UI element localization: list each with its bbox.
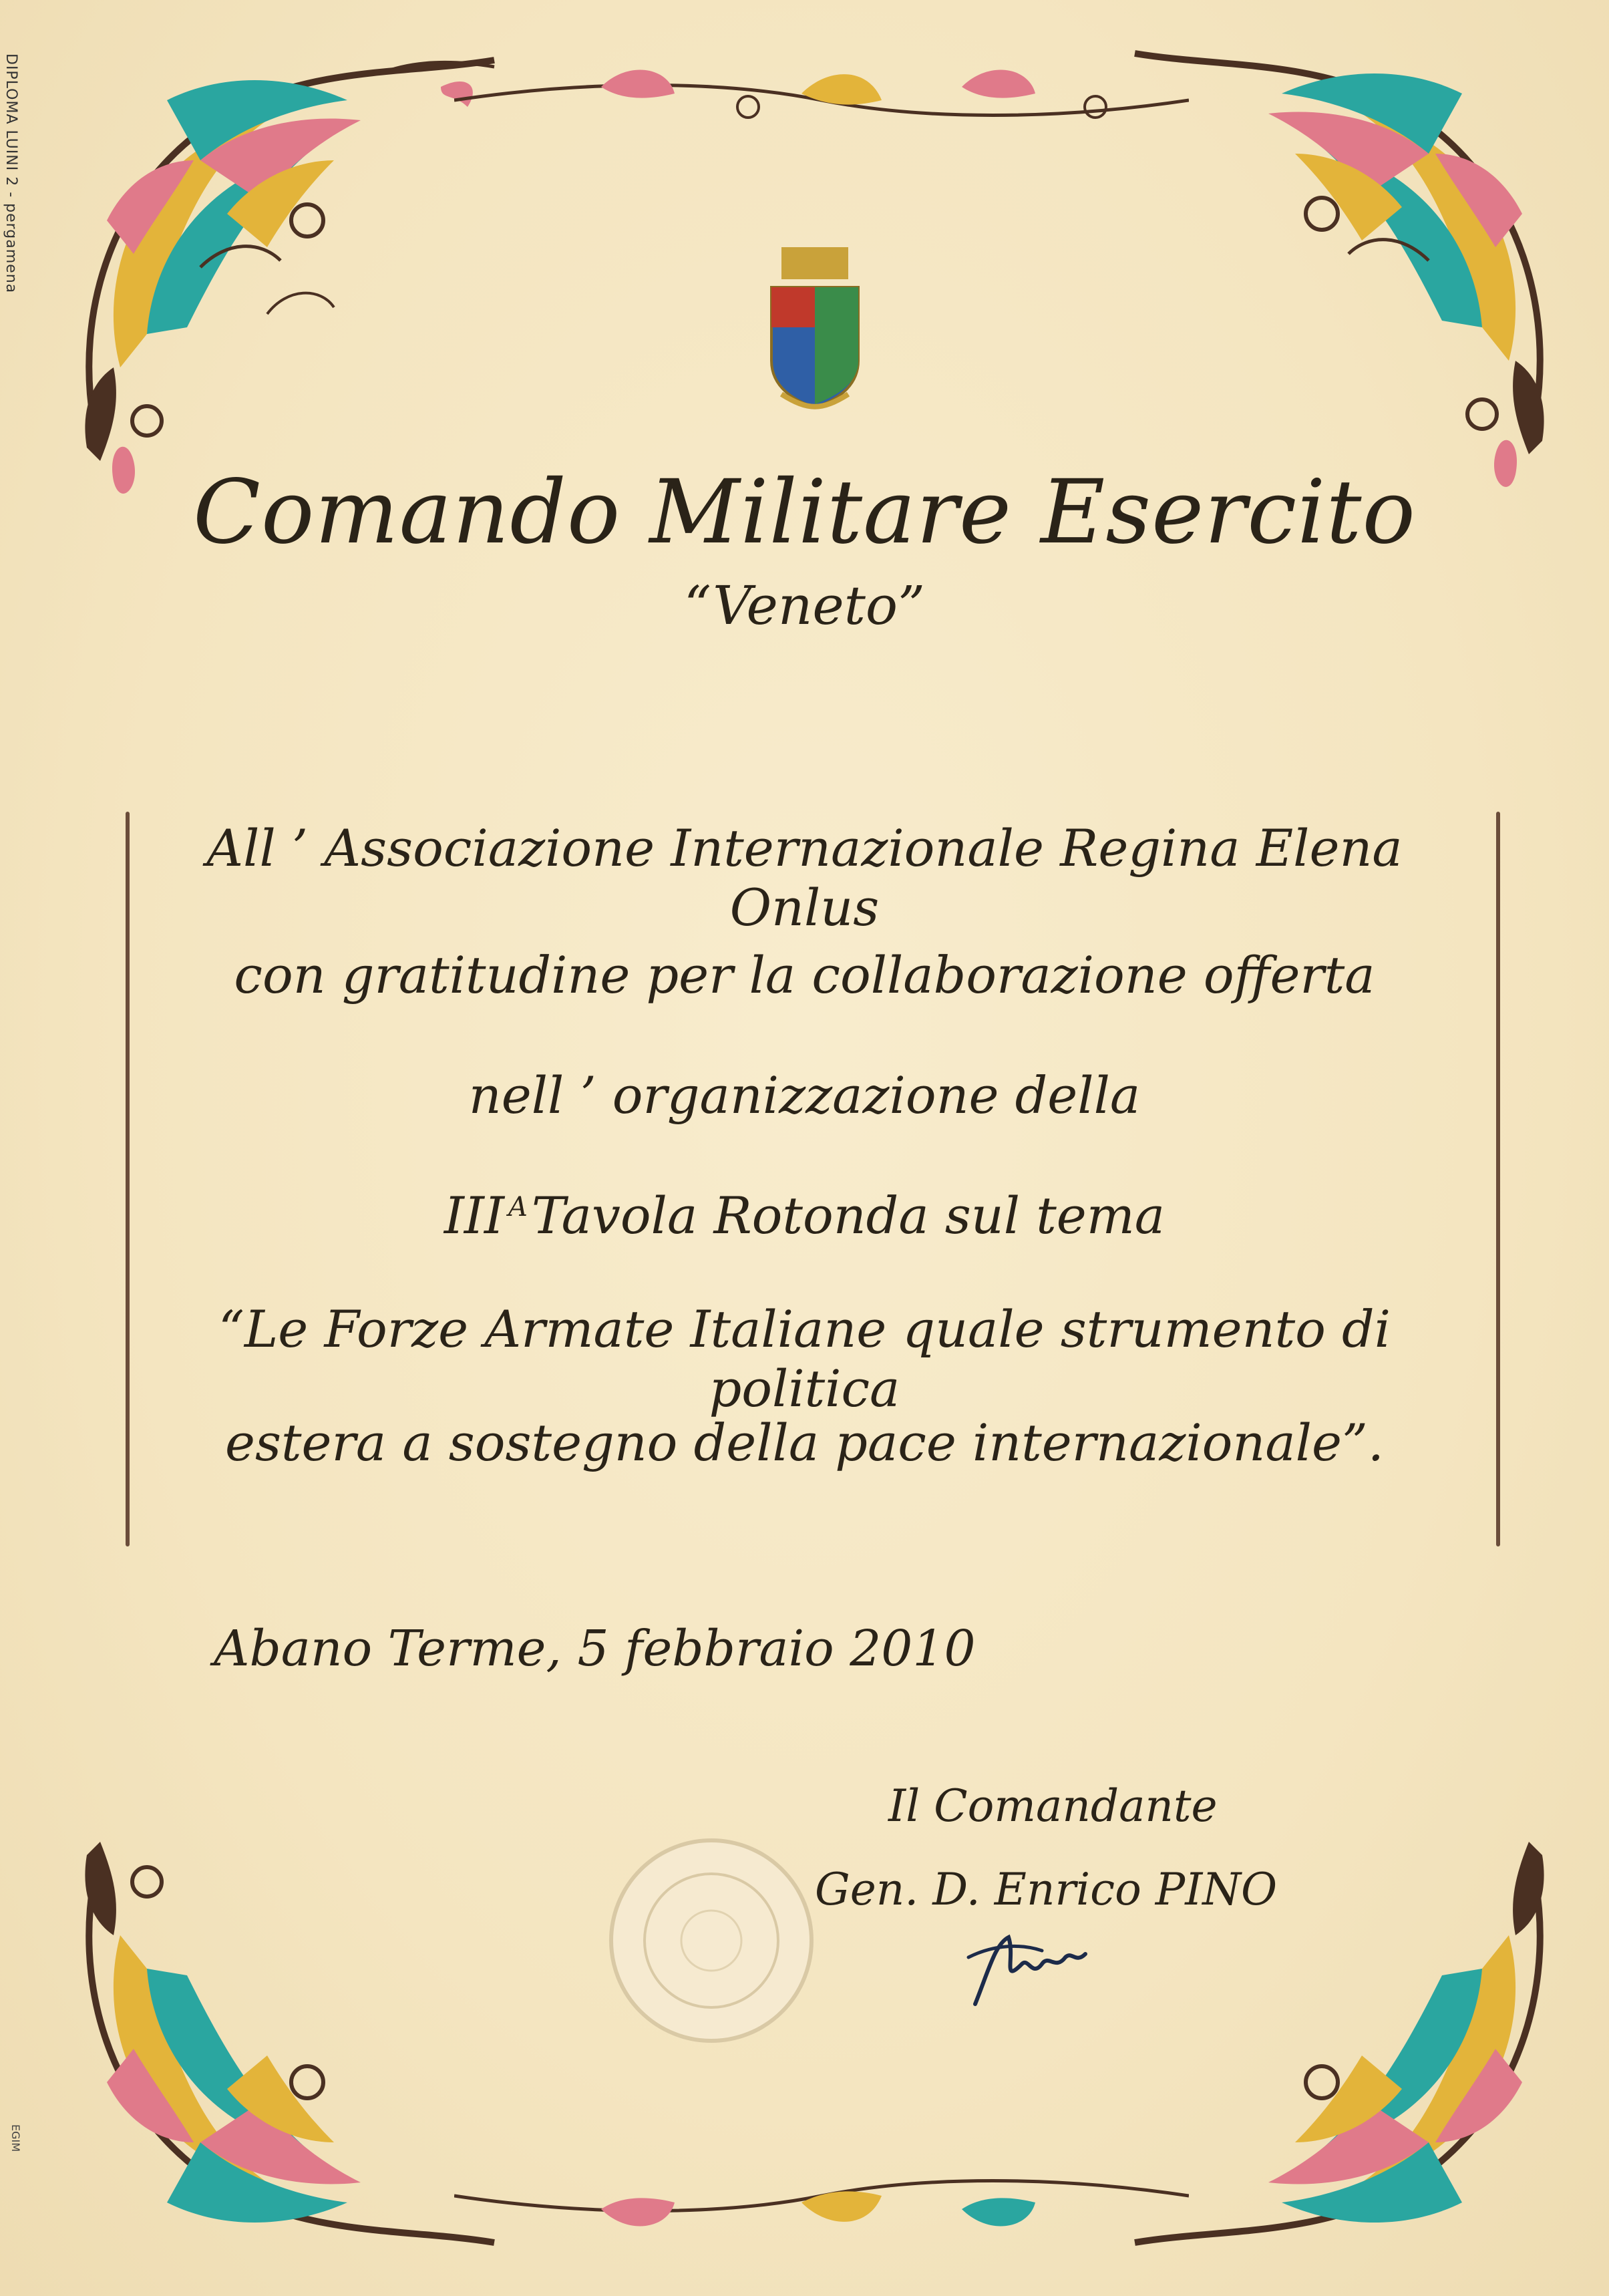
signatory-name: Gen. D. Enrico PINO — [815, 1864, 1278, 1915]
theme-line-1: “Le Forze Armate Italiane quale strumento di politica — [218, 1299, 1391, 1418]
place-and-date: Abano Terme, 5 febbraio 2010 — [214, 1620, 976, 1677]
embossed-seal-stamp — [604, 1834, 818, 2047]
event-ordinal: III — [443, 1186, 504, 1245]
army-coat-of-arms-icon — [755, 247, 875, 418]
dedication-line: All ’ Associazione Internazionale Regina Elena Onlus — [206, 818, 1403, 937]
event-ordinal-superscript: A — [508, 1191, 528, 1222]
gratitude-line: con gratitudine per la collaborazione offerta — [234, 945, 1375, 1005]
page-subtitle: “Veneto” — [684, 575, 925, 637]
handwritten-signature — [948, 1917, 1102, 2017]
printer-margin-mark: EGIM — [9, 2124, 22, 2152]
theme-line-2: estera a sostegno della pace internazionale”. — [225, 1413, 1384, 1472]
left-border-rule — [126, 812, 130, 1546]
page-title: Comando Militare Esercito — [193, 461, 1416, 564]
printer-margin-note: DIPLOMA LUINI 2 - pergamena — [3, 53, 19, 294]
event-line — [160, 1186, 1449, 1245]
organization-line: nell ’ organizzazione della — [468, 1065, 1141, 1125]
signatory-title: Il Comandante — [888, 1780, 1218, 1832]
floral-top-border-icon — [454, 40, 1189, 174]
floral-bottom-border-icon — [454, 2136, 1189, 2256]
event-name: Tavola Rotonda sul tema — [531, 1186, 1166, 1245]
right-border-rule — [1496, 812, 1500, 1546]
